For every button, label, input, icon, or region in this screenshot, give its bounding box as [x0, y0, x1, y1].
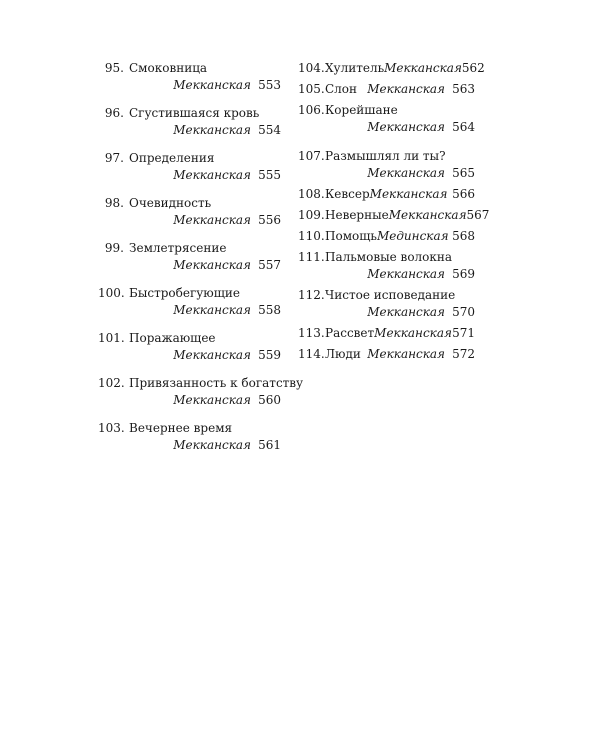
toc-entry: [98, 330, 281, 364]
toc-entry: [98, 285, 281, 319]
chapter-type: Мекканская: [173, 213, 251, 227]
chapter-type: Мекканская: [173, 348, 251, 362]
chapter-number: 112.: [298, 288, 325, 302]
chapter-title: Сгустившаяся кровь: [129, 106, 260, 120]
chapter-type: Мединская: [376, 229, 449, 243]
chapter-title: Люди: [325, 347, 361, 361]
chapter-type: Мекканская: [173, 258, 251, 272]
chapter-number: 102.: [98, 376, 125, 390]
chapter-type: Мекканская: [384, 61, 462, 75]
chapter-title: Рассвет: [325, 326, 375, 340]
chapter-title: Определения: [129, 151, 215, 165]
chapter-type: Мекканская: [173, 303, 251, 317]
page-number: 568: [452, 229, 475, 243]
toc-entry: [298, 60, 485, 77]
chapter-title: Помощь: [325, 229, 377, 243]
toc-entry: [298, 249, 475, 283]
chapter-type: Мекканская: [388, 208, 467, 222]
chapter-title: Смоковница: [129, 61, 208, 75]
chapter-type: Мекканская: [367, 305, 445, 319]
chapter-number: 98.: [104, 196, 124, 210]
toc-entry: [298, 186, 475, 203]
chapter-title: Вечернее время: [129, 421, 233, 435]
page-number: 571: [452, 326, 475, 340]
chapter-type: Мекканская: [173, 168, 251, 182]
chapter-type: Мекканская: [367, 267, 445, 281]
toc-entry: [98, 60, 281, 94]
chapter-title: Поражающее: [129, 331, 216, 345]
page-number: 554: [258, 123, 281, 137]
toc-entry: [298, 346, 475, 363]
toc-entry: [298, 102, 475, 136]
toc-entry: [98, 105, 281, 139]
chapter-number: 95.: [104, 61, 124, 75]
toc-column-left: [98, 60, 304, 454]
chapter-title: Размышлял ли ты?: [325, 149, 446, 163]
page-number: 565: [452, 166, 475, 180]
page-number: 561: [258, 438, 281, 452]
chapter-number: 108.: [298, 187, 325, 201]
page-number: 558: [258, 303, 281, 317]
page-number: 553: [258, 78, 281, 92]
chapter-number: 103.: [98, 421, 125, 435]
chapter-type: Мекканская: [369, 187, 448, 201]
page-number: 557: [258, 258, 281, 272]
toc-entry: [98, 375, 304, 409]
page-number: 560: [258, 393, 281, 407]
chapter-title: Быстробегующие: [129, 286, 241, 300]
chapter-type: Мекканская: [367, 82, 445, 96]
chapter-number: 101.: [98, 331, 125, 345]
chapter-title: Неверные: [325, 208, 389, 222]
chapter-number: 106.: [298, 103, 325, 117]
chapter-number: 111.: [298, 250, 325, 264]
page-number: 566: [452, 187, 475, 201]
chapter-number: 100.: [98, 286, 125, 300]
chapter-title: Землетрясение: [129, 241, 227, 255]
chapter-type: Мекканская: [374, 326, 452, 340]
chapter-type: Мекканская: [367, 347, 445, 361]
chapter-number: 105.: [298, 82, 325, 96]
chapter-title: Очевидность: [129, 196, 212, 210]
chapter-type: Мекканская: [173, 123, 251, 137]
toc-entry: [298, 81, 475, 98]
chapter-number: 99.: [104, 241, 124, 255]
page-number: 563: [452, 82, 475, 96]
toc-entry: [98, 150, 281, 184]
chapter-title: Чистое исповедание: [325, 288, 456, 302]
toc-entry: [98, 195, 281, 229]
chapter-type: Мекканская: [367, 166, 445, 180]
toc-entry: [298, 325, 475, 342]
toc-entry: [98, 420, 281, 454]
chapter-number: 96.: [104, 106, 124, 120]
chapter-title: Хулитель: [325, 61, 385, 75]
chapter-number: 97.: [104, 151, 124, 165]
page-number: 555: [258, 168, 281, 182]
page-number: 559: [258, 348, 281, 362]
toc-entry: [298, 287, 475, 321]
chapter-title: Пальмовые волокна: [325, 250, 453, 264]
chapter-type: Мекканская: [173, 393, 251, 407]
toc-entry: [298, 207, 490, 224]
page-number: 564: [452, 120, 475, 134]
toc-column-right: [298, 60, 490, 363]
toc-entry: [298, 148, 475, 182]
page-number: 562: [461, 61, 485, 75]
chapter-title: Привязанность к богатству: [129, 376, 304, 390]
chapter-type: Мекканская: [367, 120, 445, 134]
chapter-title: Слон: [325, 82, 358, 96]
toc-entry: [298, 228, 475, 245]
chapter-type: Мекканская: [173, 78, 251, 92]
page-number: 556: [258, 213, 281, 227]
page-number: 572: [452, 347, 475, 361]
page-number: 567: [466, 208, 490, 222]
page-number: 570: [452, 305, 475, 319]
chapter-type: Мекканская: [173, 438, 251, 452]
chapter-title: Кевсер: [325, 187, 370, 201]
chapter-number: 104.: [298, 61, 325, 75]
chapter-number: 107.: [298, 149, 325, 163]
page-number: 569: [452, 267, 475, 281]
toc-entry: [98, 240, 281, 274]
chapter-number: 109.: [298, 208, 325, 222]
chapter-title: Корейшане: [325, 103, 398, 117]
chapter-number: 110.: [298, 229, 325, 243]
chapter-number: 113.: [298, 326, 325, 340]
chapter-number: 114.: [298, 347, 325, 361]
